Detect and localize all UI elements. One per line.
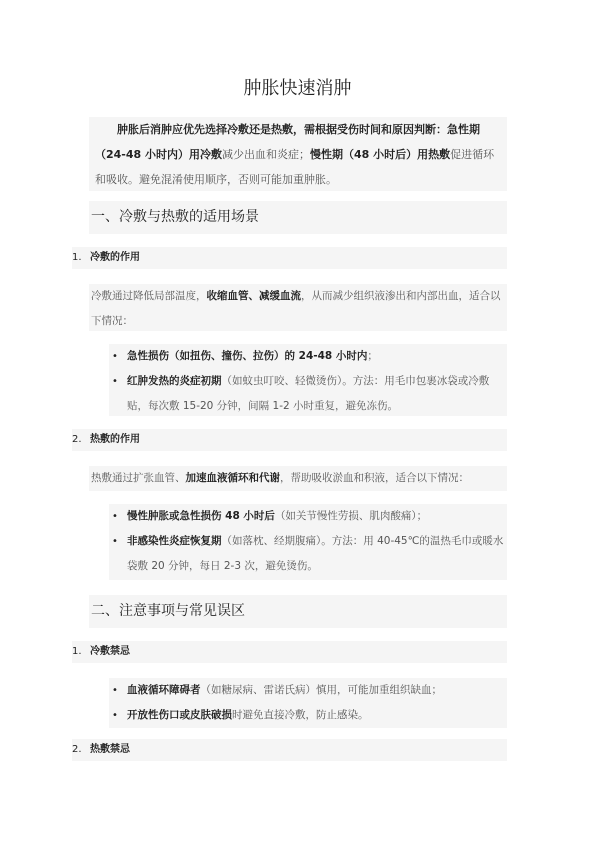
section2-sub1-title: 冷敷禁忌 [90, 646, 130, 657]
bullet-icon: • [112, 685, 118, 696]
bullet-text: ； [367, 350, 378, 362]
bullet-icon: • [112, 710, 118, 721]
bullet-icon: • [112, 536, 118, 547]
bullet-text: （如落枕、经期腹痛）。方法：用 40-45℃的温热毛巾或暖水袋敷 20 分钟，每日 2-3 次，避免烫伤。 [127, 535, 504, 572]
intro-text-1: 减少出血和炎症； [222, 148, 311, 161]
section1-sub2-paragraph [89, 466, 507, 491]
section1-sub1-heading [72, 247, 507, 269]
list-item [112, 504, 507, 529]
bullet-icon: • [112, 351, 118, 362]
list-item [112, 344, 507, 369]
section1-heading [89, 201, 507, 234]
section1-sub1-paragraph [89, 284, 507, 331]
section2-heading [89, 595, 507, 628]
bullet-bold: 血液循环障碍者 [127, 684, 201, 696]
intro-bold-3: 慢性期（48 小时后）用热敷 [310, 148, 451, 161]
section2-heading-text: 二、注意事项与常见误区 [91, 603, 245, 619]
section2-sub1-num: 1. [72, 646, 82, 657]
s1s2-para-b: 加速血液循环和代谢 [185, 472, 280, 484]
list-item [112, 678, 507, 703]
section2-sub2-num: 2. [72, 744, 82, 755]
bullet-text: （如糖尿病、雷诺氏病）慎用，可能加重组织缺血； [200, 684, 442, 696]
section2-sub2-title: 热敷禁忌 [90, 744, 130, 755]
section1-sub2-num: 2. [72, 434, 82, 445]
bullet-icon: • [112, 511, 118, 522]
section1-sub2-bullets [109, 504, 507, 580]
bullet-bold: 红肿发热的炎症初期 [127, 375, 222, 387]
bullet-bold: 慢性肿胀或急性损伤 48 小时后 [127, 510, 275, 522]
section1-heading-text: 一、冷敷与热敷的适用场景 [91, 209, 259, 225]
intro-bold-1: 肿胀后消肿应优先选择冷敷还是热敷，需根据受伤时间和原因判断： [117, 123, 447, 136]
s1s1-para-c: ，从而减少组织液渗出和内部出血，适合以下情况： [91, 290, 501, 327]
bullet-text: （如蚊虫叮咬、轻微烫伤）。方法：用毛巾包裹冰袋或冷敷贴，每次敷 15-20 分钟，间隔 1-2 小时重复，避免冻伤。 [127, 375, 490, 412]
bullet-text: （如关节慢性劳损、肌肉酸痛）； [274, 510, 428, 522]
s1s2-para-a: 热敷通过扩张血管、 [91, 472, 186, 484]
section1-sub2-title: 热敷的作用 [90, 434, 140, 445]
section1-sub2-heading [72, 429, 507, 451]
list-item [112, 703, 507, 728]
intro-text-2: 促进循环和吸收。避免混淆使用顺序，否则可能加重肿胀。 [95, 148, 495, 186]
list-item [112, 369, 507, 419]
section1-sub1-bullets [109, 344, 507, 416]
section1-sub1-title: 冷敷的作用 [90, 252, 140, 263]
intro-bold-2: 急性期（24-48 小时内）用冷敷 [95, 123, 480, 161]
bullet-icon: • [112, 376, 118, 387]
list-item [112, 529, 507, 579]
bullet-bold: 开放性伤口或皮肤破损 [127, 709, 232, 721]
s1s1-para-a: 冷敷通过降低局部温度， [91, 290, 207, 302]
section2-sub2-heading [72, 739, 507, 761]
section2-sub1-heading [72, 641, 507, 663]
s1s1-para-b: 收缩血管、减缓血流 [206, 290, 301, 302]
intro-paragraph [89, 117, 507, 191]
bullet-bold: 急性损伤（如扭伤、撞伤、拉伤）的 24-48 小时内 [127, 350, 368, 362]
section2-sub1-bullets [109, 678, 507, 728]
section1-sub1-num: 1. [72, 252, 82, 263]
bullet-bold: 非感染性炎症恢复期 [127, 535, 222, 547]
s1s2-para-c: ，帮助吸收淤血和积液，适合以下情况： [280, 472, 469, 484]
page-title: 肿胀快速消肿 [243, 78, 352, 99]
bullet-text: 时避免直接冷敷，防止感染。 [232, 709, 369, 721]
